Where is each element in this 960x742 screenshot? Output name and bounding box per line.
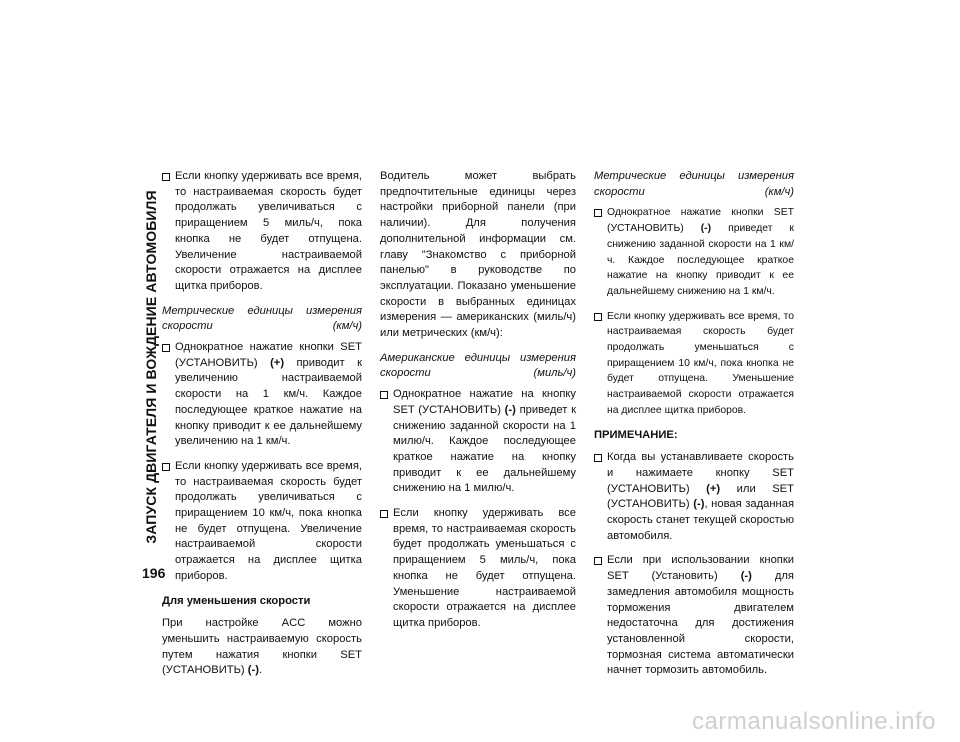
bullet-item: Если кнопку удерживать все время, то настраиваемая скорость будет продолжать уменьшаться с приращением 5 миль/ч, пока кнопка не будет отпущена. Уменьшение настраиваемой скорости отражается на дисплее щитка приборов. [380, 506, 576, 632]
checkbox-bullet-icon [380, 510, 388, 518]
checkbox-bullet-icon [162, 344, 170, 352]
bullet-item: Однократное нажатие кнопки SET (УСТАНОВИТЬ) (-) приведет к снижению заданной скорости на 1 км/ч. Каждое последующее краткое нажатие на кнопку приводит к ее дальнейшему снижению на 1 км/ч. [594, 205, 794, 299]
checkbox-bullet-icon [594, 557, 602, 565]
subheading: Метрические единицы измерения скорости (км/ч) [162, 304, 362, 333]
column-1 [162, 169, 362, 688]
bullet-item: Однократное нажатие на кнопку SET (УСТАНОВИТЬ) (-) приведет к снижению заданной скорости на 1 милю/ч. Каждое последующее краткое нажатие на кнопку приводит к ее дальнейшему снижению на 1 милю/ч. [380, 387, 576, 497]
watermark: carmanualsonline.info [692, 708, 936, 735]
subheading: Метрические единицы измерения скорости (км/ч) [594, 170, 794, 198]
checkbox-bullet-icon [594, 313, 602, 321]
bullet-item: Если при использовании кнопки SET (Установить) (-) для замедления автомобиля мощность торможения двигателем недостаточна для достижения установленной скорости, тормозная система автоматически начнет тормозить автомобиль. [594, 553, 794, 679]
checkbox-bullet-icon [594, 209, 602, 217]
section-heading: Для уменьшения скорости [162, 594, 311, 607]
bullet-item: Однократное нажатие кнопки SET (УСТАНОВИТЬ) (+) приводит к увеличению настраиваемой скорости на 1 км/ч. Каждое последующее краткое нажатие на кнопку приводит к ее дальнейшему увеличению на 1 км/ч. [162, 340, 362, 450]
bullet-item: Если кнопку удерживать все время, то настраиваемая скорость будет продолжать увеличиваться с приращением 10 км/ч, пока кнопка не будет отпущена. Увеличение настраиваемой скорости отражается на дисплее щитка приборов. [162, 459, 362, 585]
column-3 [594, 169, 794, 688]
checkbox-bullet-icon [162, 463, 170, 471]
bullet-item: Если кнопку удерживать все время, то настраиваемая скорость будет продолжать уменьшаться с приращением 10 км/ч, пока кнопка не будет отпущена. Уменьшение настраиваемой скорости отражается на дисплее щитка приборов. [594, 309, 794, 419]
chapter-title-text: ЗАПУСК ДВИГАТЕЛЯ И ВОЖДЕНИЕ АВТОМОБИЛЯ [143, 190, 159, 544]
subheading: Американские единицы измерения скорости (миль/ч) [380, 351, 576, 380]
checkbox-bullet-icon [594, 454, 602, 462]
column-2 [380, 169, 576, 641]
paragraph: При настройке ACC можно уменьшить настраиваемую скорость путем нажатия кнопки SET (УСТАНОВИТЬ) (-). [162, 617, 362, 677]
paragraph: Водитель может выбрать предпочтительные единицы через настройки приборной панели (при наличии). Для получения дополнительной информации см. главу "Знакомство с приборной панелью" в руководстве по эксплуатации. Показано уменьшение скорости в выбранных единицах измерения — американских (миль/ч) или метрических (км/ч): [380, 170, 576, 340]
note-heading: ПРИМЕЧАНИЕ: [594, 428, 678, 441]
bullet-item: Когда вы устанавливаете скорость и нажимаете кнопку SET (УСТАНОВИТЬ) (+) или SET (УСТАНОВИТЬ) (-), новая заданная скорость станет текущей скоростью автомобиля. [594, 450, 794, 544]
side-chapter-title [140, 165, 162, 570]
checkbox-bullet-icon [162, 173, 170, 181]
bullet-item: Если кнопку удерживать все время, то настраиваемая скорость будет продолжать увеличиваться с приращением 5 миль/ч, пока кнопка не будет отпущена. Увеличение настраиваемой скорости отражается на дисплее щитка приборов. [162, 169, 362, 295]
page-number: 196 [142, 565, 166, 581]
checkbox-bullet-icon [380, 391, 388, 399]
